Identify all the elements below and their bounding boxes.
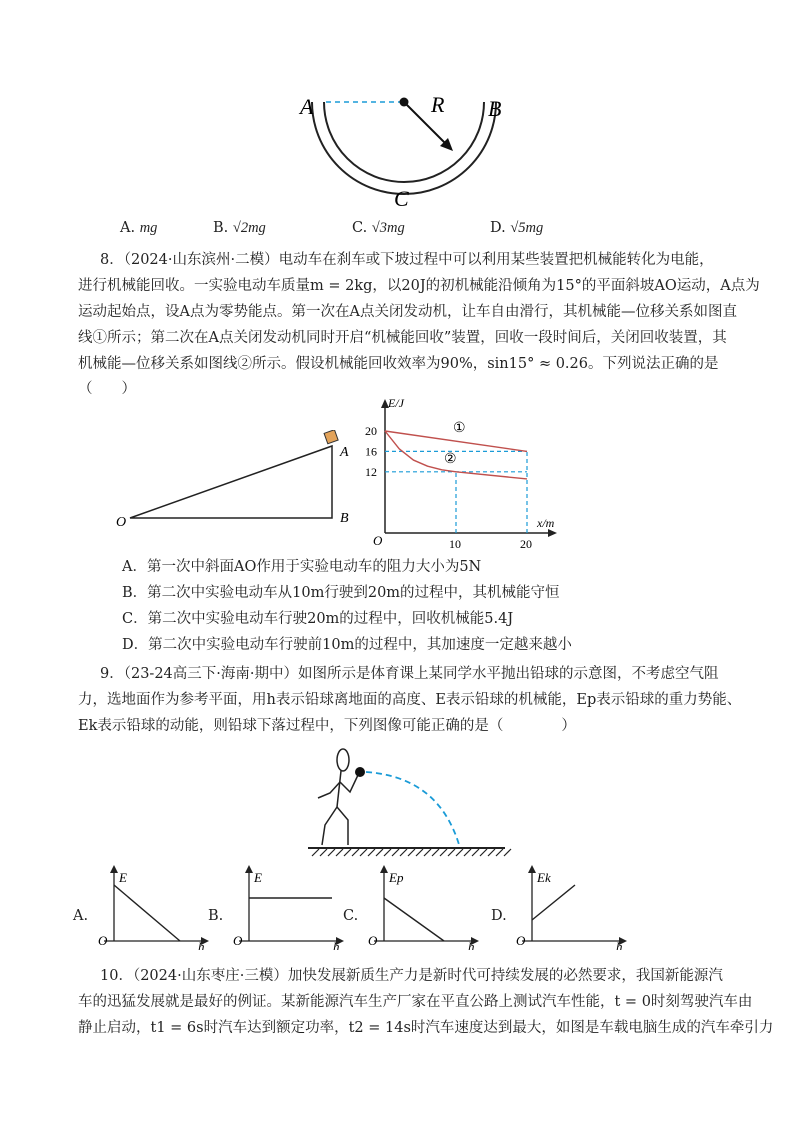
hatch-mark <box>368 849 375 856</box>
q8-line-1: 8．（2024·山东滨州·二模）电动车在刹车或下坡过程中可以利用某些装置把机械能转化为电能， <box>100 252 714 268</box>
q9-option-b-letter: B. <box>208 908 224 924</box>
svg-text:E: E <box>119 870 127 885</box>
incline-label-b: B <box>340 511 349 526</box>
q8-option-c: C．第二次中实验电动车行驶20m的过程中，回收机械能5.4J <box>122 611 514 627</box>
hatch-mark <box>360 849 367 856</box>
q10-line-3: 静止启动，t1 = 6s时汽车达到额定功率，t2 = 14s时汽车速度达到最大，如图是车载电脑生成的汽车牵引力 <box>78 1020 774 1036</box>
hatch-mark <box>504 849 511 856</box>
q9-graph-c <box>362 865 482 950</box>
hatch-mark <box>392 849 399 856</box>
q8-line-5: 机械能—位移关系如图线②所示。假设机械能回收效率为90%，sin15° ≈ 0.26。下列说法正确的是 <box>78 356 719 372</box>
hatch-mark <box>312 849 319 856</box>
hatch-mark <box>344 849 351 856</box>
x-tick-10: 10 <box>449 537 461 551</box>
hatch-mark <box>448 849 455 856</box>
label-b: B <box>488 96 502 121</box>
x-axis-arrow <box>548 529 557 537</box>
q8-line-2: 进行机械能回收。一实验电动车质量m = 2kg，以20J的初机械能沿倾角为15°的平面斜坡AO运动，A点为 <box>78 278 760 294</box>
y-tick-12: 12 <box>365 464 377 479</box>
q9-option-a-letter: A. <box>73 908 89 924</box>
chart-ticks <box>365 424 532 551</box>
q8-line-3: 运动起始点，设A点为零势能点。第一次在A点关闭发动机，让车自由滑行，其机械能—位移关系如图直 <box>78 304 737 320</box>
hatch-mark <box>496 849 503 856</box>
chart-origin: O <box>373 533 383 548</box>
series-1-label: ① <box>453 421 466 436</box>
q9-line-3: Ek表示铅球的动能，则铅球下落过程中，下列图像可能正确的是（ ） <box>78 718 576 734</box>
hatch-mark <box>400 849 407 856</box>
x-tick-20: 20 <box>520 537 532 551</box>
energy-displacement-chart <box>355 395 565 555</box>
hatch-mark <box>472 849 479 856</box>
q9-graph-d <box>510 865 630 950</box>
svg-text:Ep: Ep <box>389 870 404 885</box>
chart-ylabel: E/J <box>388 396 404 410</box>
q7-option-d: D. √5mg <box>490 220 544 236</box>
q7-option-c: C. √3mg <box>352 220 405 236</box>
hatch-mark <box>328 849 335 856</box>
hatch-mark <box>408 849 415 856</box>
svg-text:E: E <box>254 870 262 885</box>
svg-text:h: h <box>468 939 475 950</box>
hatch-mark <box>440 849 447 856</box>
svg-text:O: O <box>516 933 526 948</box>
hatch-mark <box>488 849 495 856</box>
svg-text:Ek: Ek <box>537 870 551 885</box>
shot-put-ball <box>355 767 365 777</box>
svg-text:h: h <box>616 939 623 950</box>
q9-line-2: 力，选地面作为参考平面，用h表示铅球离地面的高度、E表示铅球的机械能，Ep表示铅球的重力势能、 <box>78 692 742 708</box>
q9-option-d-letter: D. <box>491 908 507 924</box>
q9-graph-a <box>92 865 212 950</box>
q7-option-a: A. mg <box>120 220 158 236</box>
hatch-mark <box>336 849 343 856</box>
q8-option-a: A．第一次中斜面AO作用于实验电动车的阻力大小为5N <box>122 559 482 575</box>
shot-put-figure <box>300 745 515 860</box>
incline-label-o: O <box>116 515 127 530</box>
label-c: C <box>394 186 409 211</box>
incline-label-a: A <box>340 445 349 460</box>
label-a: A <box>300 94 314 119</box>
inner-arc <box>324 102 484 182</box>
hatch-mark <box>416 849 423 856</box>
trajectory <box>366 772 460 848</box>
q7-option-b: B. √2mg <box>213 220 266 236</box>
svg-text:O: O <box>233 933 243 948</box>
q9-option-c-letter: C. <box>343 908 359 924</box>
hatch-mark <box>320 849 327 856</box>
q10-line-1: 10．（2024·山东枣庄·三模）加快发展新质生产力是新时代可持续发展的必然要求，我国新能源汽 <box>100 968 723 984</box>
ground-hatching <box>312 849 511 856</box>
hatch-mark <box>384 849 391 856</box>
svg-text:h: h <box>333 939 340 950</box>
q10-line-2: 车的迅猛发展就是最好的例证。某新能源汽车生产厂家在平直公路上测试汽车性能，t = 0时刻驾驶汽车由 <box>78 994 753 1010</box>
y-tick-16: 16 <box>365 444 377 459</box>
hatch-mark <box>352 849 359 856</box>
person-head <box>337 749 349 771</box>
svg-text:h: h <box>198 939 205 950</box>
graph-c-line <box>384 898 444 941</box>
q9-line-1: 9．（23-24高三下·海南·期中）如图所示是体育课上某同学水平抛出铅球的示意图，不考虑空气阻 <box>100 666 719 682</box>
incline-figure <box>110 430 355 530</box>
svg-text:O: O <box>98 933 108 948</box>
graph-a-line <box>114 885 180 941</box>
label-r: R <box>431 92 445 117</box>
y-tick-20: 20 <box>365 424 377 438</box>
series-2-label: ② <box>444 452 457 467</box>
hatch-mark <box>456 849 463 856</box>
incline-triangle <box>130 446 332 518</box>
q8-option-b: B．第二次中实验电动车从10m行驶到20m的过程中，其机械能守恒 <box>122 585 560 601</box>
svg-text:O: O <box>368 933 378 948</box>
chart-xlabel: x/m <box>537 516 555 530</box>
hatch-mark <box>376 849 383 856</box>
graph-d-line <box>532 885 575 920</box>
q9-graph-b <box>227 865 347 950</box>
q8-line-6: （ ） <box>78 381 136 397</box>
hatch-mark <box>432 849 439 856</box>
car-block <box>324 430 338 444</box>
hatch-mark <box>464 849 471 856</box>
q8-option-d: D．第二次中实验电动车行驶前10m的过程中，其加速度一定越来越小 <box>122 637 572 653</box>
hatch-mark <box>424 849 431 856</box>
q8-line-4: 线①所示；第二次在A点关闭发动机同时开启“机械能回收”装置，回收一段时间后，关闭回收装置，其 <box>78 330 727 346</box>
semicircle-track-figure <box>290 90 520 215</box>
hatch-mark <box>480 849 487 856</box>
